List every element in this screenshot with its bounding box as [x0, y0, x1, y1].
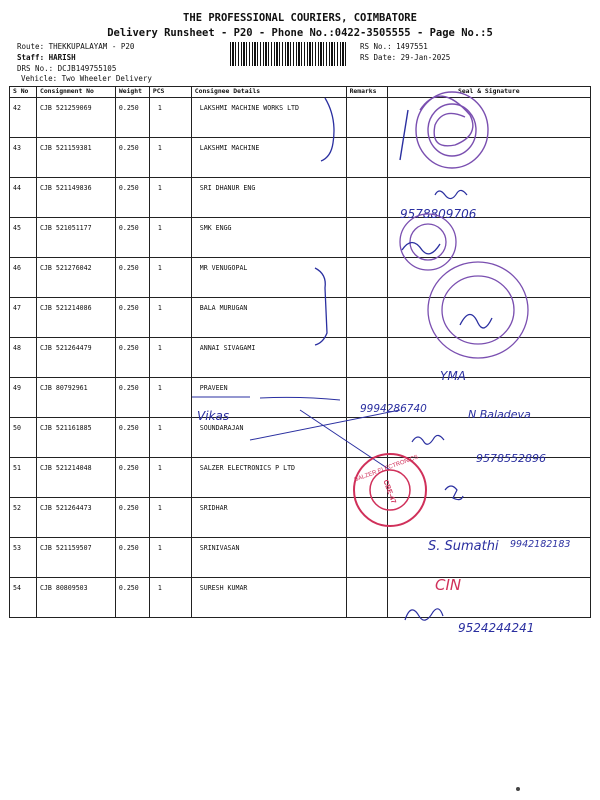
cell-consignee: PRAVEEN	[191, 378, 346, 418]
cell-sno: 54	[10, 578, 37, 618]
cell-pcs: 1	[149, 418, 191, 458]
col-sno: S No	[10, 87, 37, 98]
cell-sno: 44	[10, 178, 37, 218]
cell-weight: 0.250	[115, 338, 149, 378]
table-row	[10, 178, 591, 218]
handwritten-48: YMA	[440, 369, 466, 383]
handwritten-53: CIN	[435, 576, 462, 594]
cell-seal-signature	[387, 218, 590, 258]
drs-number: DRS No.: DCJB149755105	[17, 64, 117, 73]
cell-consignee: SRI DHANUR ENG	[191, 178, 346, 218]
cell-remarks	[346, 98, 387, 138]
cell-consignment-no: CJB 521259069	[36, 98, 115, 138]
cell-consignment-no: CJB 521264473	[36, 498, 115, 538]
table-row	[10, 218, 591, 258]
company-title: THE PROFESSIONAL COURIERS, COIMBATORE	[183, 12, 417, 24]
cell-remarks	[346, 218, 387, 258]
col-pcs: PCS	[149, 87, 191, 98]
cell-remarks	[346, 458, 387, 498]
cell-weight: 0.250	[115, 218, 149, 258]
table-row	[10, 378, 591, 418]
cell-consignment-no: CJB 521276042	[36, 258, 115, 298]
cell-consignment-no: CJB 521214086	[36, 298, 115, 338]
cell-pcs: 1	[149, 218, 191, 258]
cell-weight: 0.250	[115, 98, 149, 138]
cell-consignment-no: CJB 80809503	[36, 578, 115, 618]
cell-weight: 0.250	[115, 578, 149, 618]
cell-seal-signature	[387, 258, 590, 298]
cell-seal-signature	[387, 538, 590, 578]
table-row	[10, 98, 591, 138]
cell-weight: 0.250	[115, 498, 149, 538]
handwritten-name-49: N Baladeva	[468, 408, 531, 421]
table-row	[10, 258, 591, 298]
cell-sno: 51	[10, 458, 37, 498]
cell-seal-signature	[387, 458, 590, 498]
table-row	[10, 418, 591, 458]
cell-pcs: 1	[149, 298, 191, 338]
cell-seal-signature	[387, 418, 590, 458]
table-row	[10, 298, 591, 338]
cell-sno: 43	[10, 138, 37, 178]
handwritten-phone-49: 9994286740	[360, 403, 427, 415]
cell-remarks	[346, 578, 387, 618]
cell-pcs: 1	[149, 338, 191, 378]
cell-consignee: SALZER ELECTRONICS P LTD	[191, 458, 346, 498]
cell-seal-signature	[387, 578, 590, 618]
cell-pcs: 1	[149, 498, 191, 538]
cell-seal-signature	[387, 98, 590, 138]
cell-consignee: SMK ENGG	[191, 218, 346, 258]
cell-seal-signature	[387, 378, 590, 418]
barcode	[230, 42, 348, 66]
handwritten-phone-44: 9578809706	[400, 207, 477, 221]
cell-consignment-no: CJB 521159507	[36, 538, 115, 578]
cell-consignment-no: CJB 521149836	[36, 178, 115, 218]
cell-consignment-no: CJB 521051177	[36, 218, 115, 258]
cell-seal-signature	[387, 338, 590, 378]
cell-sno: 53	[10, 538, 37, 578]
col-weight: Weight	[115, 87, 149, 98]
cell-remarks	[346, 298, 387, 338]
cell-sno: 48	[10, 338, 37, 378]
cell-remarks	[346, 258, 387, 298]
cell-sno: 45	[10, 218, 37, 258]
cell-remarks	[346, 498, 387, 538]
cell-seal-signature	[387, 498, 590, 538]
runsheet-subtitle: Delivery Runsheet - P20 - Phone No.:0422-3505555 - Page No.:5	[107, 27, 493, 39]
cell-consignment-no: CJB 521264479	[36, 338, 115, 378]
cell-sno: 46	[10, 258, 37, 298]
cell-remarks	[346, 378, 387, 418]
cell-consignment-no: CJB 80792961	[36, 378, 115, 418]
stamp-salzer-center: CBE-47	[381, 478, 397, 505]
cell-weight: 0.250	[115, 418, 149, 458]
col-remarks: Remarks	[346, 87, 387, 98]
cell-consignment-no: CJB 521214048	[36, 458, 115, 498]
cell-weight: 0.250	[115, 178, 149, 218]
col-seal-signature: Seal & Signature	[387, 87, 590, 98]
cell-consignee: LAKSHMI MACHINE WORKS LTD	[191, 98, 346, 138]
rs-date: RS Date: 29-Jan-2025	[360, 53, 451, 62]
cell-seal-signature	[387, 178, 590, 218]
cell-weight: 0.250	[115, 138, 149, 178]
table-row	[10, 538, 591, 578]
cell-remarks	[346, 138, 387, 178]
vehicle-label: Vehicle: Two Wheeler Delivery	[21, 74, 152, 83]
cell-remarks	[346, 338, 387, 378]
cell-consignee: SRIDHAR	[191, 498, 346, 538]
cell-pcs: 1	[149, 578, 191, 618]
table-row	[10, 498, 591, 538]
cell-pcs: 1	[149, 178, 191, 218]
col-consignee: Consignee Details	[191, 87, 346, 98]
cell-consignee: BALA MURUGAN	[191, 298, 346, 338]
col-consignment: Consignment No	[36, 87, 115, 98]
cell-consignee: MR VENUGOPAL	[191, 258, 346, 298]
cell-sno: 49	[10, 378, 37, 418]
cell-pcs: 1	[149, 138, 191, 178]
cell-pcs: 1	[149, 538, 191, 578]
route-label: Route: THEKKUPALAYAM - P20	[17, 42, 135, 51]
cell-consignee: LAKSHMI MACHINE	[191, 138, 346, 178]
cell-weight: 0.250	[115, 298, 149, 338]
handwritten-phone-50: 9578552896	[476, 452, 546, 465]
cell-weight: 0.250	[115, 258, 149, 298]
cell-pcs: 1	[149, 258, 191, 298]
cell-consignee: SOUNDARAJAN	[191, 418, 346, 458]
table-row	[10, 578, 591, 618]
handwritten-sign-52: S. Sumathi	[428, 539, 499, 554]
cell-pcs: 1	[149, 98, 191, 138]
cell-consignee: ANNAI SIVAGAMI	[191, 338, 346, 378]
cell-consignee: SRINIVASAN	[191, 538, 346, 578]
handwritten-phone-54: 9524244241	[458, 621, 535, 635]
cell-remarks	[346, 178, 387, 218]
table-row	[10, 458, 591, 498]
runsheet-table	[9, 86, 591, 618]
cell-pcs: 1	[149, 378, 191, 418]
cell-weight: 0.250	[115, 458, 149, 498]
handwritten-phone-52: 9942182183	[510, 539, 571, 550]
stamp-salzer-text: SALZER ELECTRONICS	[353, 454, 420, 484]
table-header	[10, 87, 591, 98]
cell-seal-signature	[387, 298, 590, 338]
cell-remarks	[346, 538, 387, 578]
scan-dot	[516, 787, 520, 791]
staff-label: Staff: HARISH	[17, 53, 76, 62]
cell-consignee: SURESH KUMAR	[191, 578, 346, 618]
table-row	[10, 138, 591, 178]
cell-weight: 0.250	[115, 538, 149, 578]
cell-sno: 47	[10, 298, 37, 338]
cell-remarks	[346, 418, 387, 458]
handwritten-praveen-note: Vikas	[197, 409, 230, 423]
cell-pcs: 1	[149, 458, 191, 498]
cell-sno: 52	[10, 498, 37, 538]
cell-weight: 0.250	[115, 378, 149, 418]
cell-consignment-no: CJB 521161885	[36, 418, 115, 458]
rs-number: RS No.: 1497551	[360, 42, 428, 51]
cell-consignment-no: CJB 521159381	[36, 138, 115, 178]
cell-sno: 42	[10, 98, 37, 138]
table-row	[10, 338, 591, 378]
cell-sno: 50	[10, 418, 37, 458]
cell-seal-signature	[387, 138, 590, 178]
